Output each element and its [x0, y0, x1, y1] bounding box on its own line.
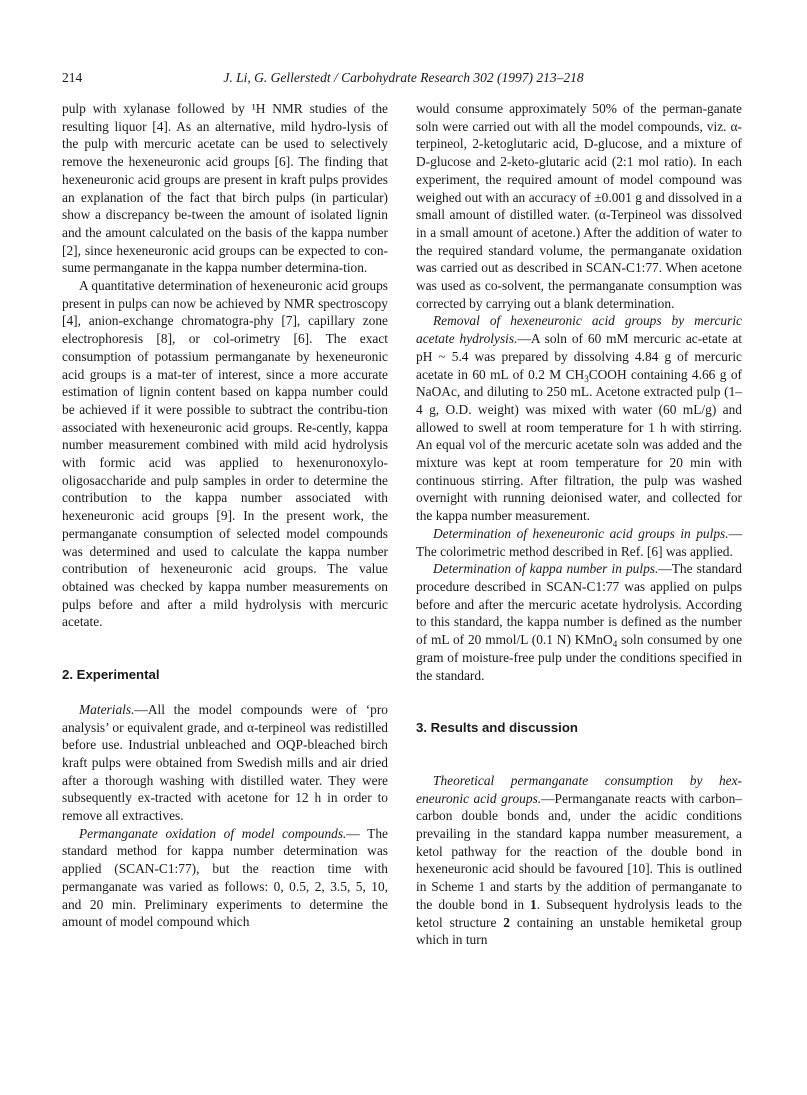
paragraph-body: —All the model compounds were of ‘pro analysis’ or equivalent grade, and α-terpineol was redistilled before use. Industrial unbleached and OQP-bleached birch kraft pulps were obtained from Swedish mills and air dried after a thorough washing with distilled water. They were subsequently ex-tracted with acetone for 12 h in order to remove all extractives. [62, 701, 388, 824]
section-heading-experimental: 2. Experimental [62, 667, 160, 683]
paragraph-materials [62, 701, 388, 825]
subscript: 4 [612, 639, 618, 650]
paragraph-body: . Subsequent hydrolysis leads to the ketol structure [416, 896, 742, 930]
compound-number: 2 [503, 914, 510, 930]
paragraph: pulp with xylanase followed by ¹H NMR studies of the resulting liquor [4]. As an alternative, mild hydro-lysis of the pulp with mercuric acetate can be used to selectively remove the hexeneuronic acid groups [6]. The finding that hexeneuronic acid groups are present in kraft pulps provides an explanation of the fact that birch pulps (in particular) show a discrepancy be-tween the amount of isolated lignin and the amount calculated on the basis of the kappa number [2], since hexeneuronic acid groups can be expected to con-sume permanganate in the kappa number determina-tion. [62, 101, 388, 276]
run-in-title: Permanganate oxidation of model compounds. [79, 825, 347, 841]
run-in-title: Removal of hexeneuronic acid groups by mercuric acetate hydrolysis. [416, 313, 742, 347]
run-in-title: Determination of kappa number in pulps. [433, 561, 659, 577]
page-number: 214 [62, 70, 83, 85]
run-in-title: Determination of hexeneuronic acid groups in pulps. [433, 525, 729, 541]
paragraph-kappa [416, 560, 742, 684]
paragraph-theoretical [416, 772, 742, 949]
compound-number: 1 [530, 896, 537, 912]
spacer [416, 684, 742, 719]
run-in-title: Materials. [79, 701, 135, 717]
page-header [62, 70, 745, 88]
paragraph-body: —Permanganate reacts with carbon–carbon double bonds and, under the acidic conditions prevailing in the standard kappa number measurement, a ketol pathway for the reaction of the double bond in hexeneuronic acid should be favoured [10]. This is outlined in Scheme 1 and starts by the addition of permanganate to the double bond in [416, 790, 742, 912]
paragraph-body: — The standard method for kappa number determination was applied (SCAN-C1:77), but the reaction time with permanganate was varied as follows: 0, 0.5, 2, 3.5, 5, 10, and 20 min. Preliminary experiments to determine the amount of model compound which [62, 825, 388, 930]
section-heading-results: 3. Results and discussion [416, 720, 578, 736]
paragraph-body: —A soln of 60 mM mercuric ac-etate at pH ~ 5.4 was prepared by dissolving 4.84 g of mercuric acetate in 60 mL of 0.2 M CH [416, 331, 742, 382]
paragraph-body: —The standard procedure described in SCAN-C1:77 was applied on pulps before and after the mercuric acetate hydrolysis. According to this standard, the kappa number is defined as the number of mL of 20 mmol/L (0.1 N) KMnO [416, 561, 742, 648]
right-column [416, 100, 742, 949]
spacer [416, 737, 742, 772]
paragraph: A quantitative determination of hexeneuronic acid groups present in pulps can now be achieved by NMR spectroscopy [4], anion-exchange chromatogra-phy [7], capillary zone electrophoresis [8], or col-orimetry [6]. The exact consumption of potassium permanganate by hexeneuronic acid groups is a mat-ter of interest, since a more accurate estimation of lignin content based on kappa number could be achieved if it were possible to subtract the contribu-tion associated with hexeneuronic acid groups. Re-cently, kappa number measurement combined with mild acid hydrolysis with formic acid was applied to hexenuronoxylo-oligosaccharide and pulp samples in order to determine the contribution to the kappa number associated with hexeneuronic acid groups [9]. In the present work, the permanganate consumption of selected model compounds was determined and used to calculate the kappa number contribution of hexeneuronic acid groups. The value obtained was checked by kappa number measurements on pulps before and after a mild hydrolysis with mercuric acetate. [62, 278, 388, 630]
running-title: J. Li, G. Gellerstedt / Carbohydrate Research 302 (1997) 213–218 [223, 70, 584, 85]
paragraph: would consume approximately 50% of the perman-ganate soln were carried out with all the model compounds, viz. α-terpineol, 2-ketoglutaric acid, D-glucose, and a mixture of D-glucose and 2-keto-glutaric acid (2:1 mol ratio). In each experiment, the required amount of model compound was weighed out with an accuracy of ±0.001 g and dissolved in a small amount of distilled water. (α-Terpineol was dissolved in a small amount of acetone.) After the addition of water to the required standard volume, the permanganate oxidation was carried out as described in SCAN-C1:77. When acetone was used as co-solvent, the permanganate consumption was corrected by carrying out a blank determination. [416, 101, 742, 311]
paragraph-body: —The colorimetric method described in Ref. [6] was applied. [416, 525, 742, 559]
spacer [62, 684, 388, 701]
paragraph-body: containing an unstable hemiketal group which in turn [416, 914, 742, 948]
paragraph-permanganate [62, 825, 388, 931]
paragraph-body: COOH containing 4.66 g of NaOAc, and diluting to 250 mL. Acetone extracted pulp (1–4 g, O.D. weight) was mixed with water (60 mL/g) and allowed to swell at room temperature for 1 h with stirring. An equal vol of the mercuric acetate soln was added and the mixture was kept at room temperature for 20 min with continuous stirring. After filtration, the pulp was washed overnight with running deionised water, and collected for the kappa number measurement. [416, 366, 742, 524]
subscript: 3 [584, 373, 589, 384]
run-in-title: Theoretical permanganate consumption by hex-eneuronic acid groups. [416, 772, 742, 806]
paragraph-hexeneuronic [416, 525, 742, 560]
paragraph-body: soln consumed by one gram of moisture-free pulp under the conditions specified in the standard. [416, 632, 743, 683]
paragraph-removal [416, 312, 742, 524]
left-column [62, 100, 388, 931]
spacer [62, 631, 388, 666]
